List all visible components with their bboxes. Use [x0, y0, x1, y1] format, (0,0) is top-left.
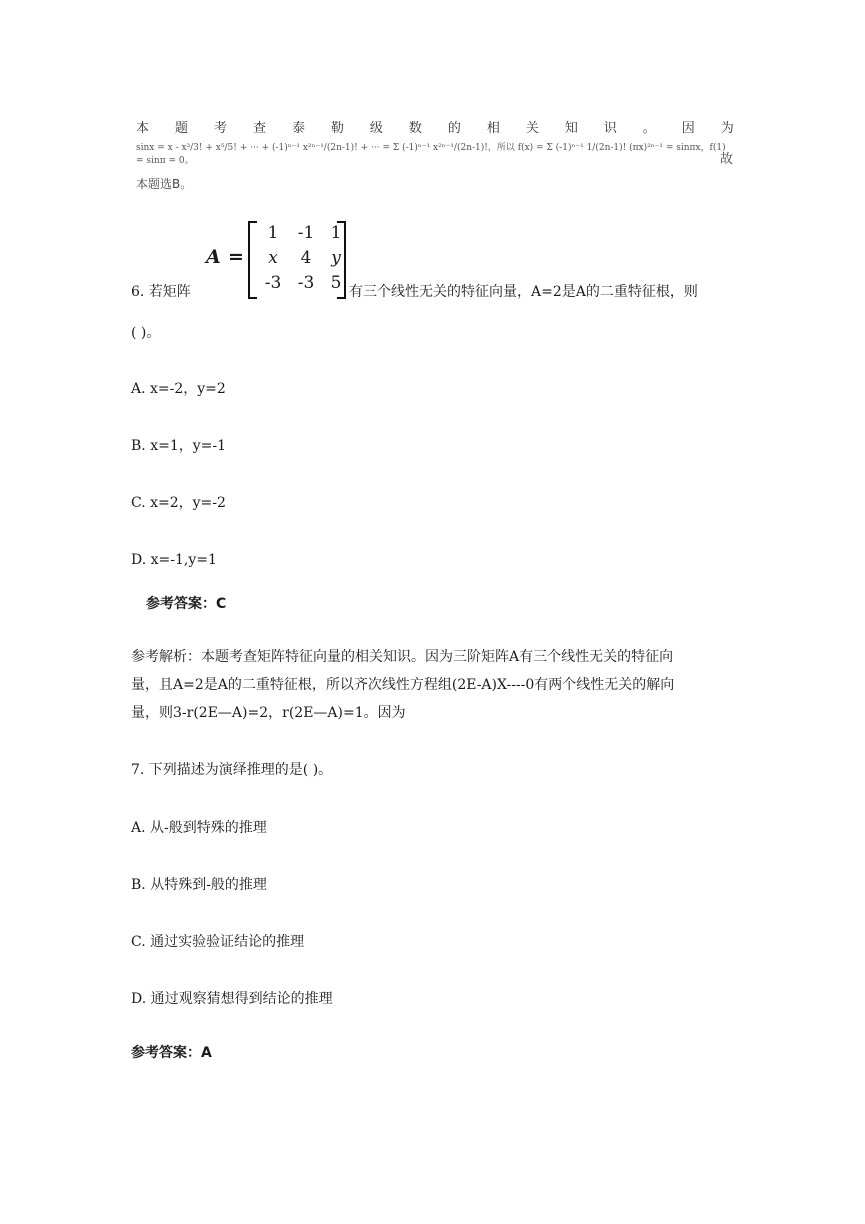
q6-option-c: C. x=2，y=-2: [131, 495, 226, 511]
prev-analysis-tail: 故: [720, 152, 734, 167]
header-char: 相: [486, 121, 500, 136]
matrix-entry: x: [268, 248, 278, 268]
q6-stem-suffix: 有三个线性无关的特征向量，A=2是A的二重特征根，则: [349, 284, 698, 300]
left-bracket: [248, 221, 257, 299]
header-char: 为: [720, 121, 734, 136]
q6-analysis-line3: 量，则3-r(2E—A)=2，r(2E—A)=1。因为: [131, 705, 406, 721]
matrix-entry: 4: [300, 248, 312, 268]
q7-option-a: A. 从-般到特殊的推理: [131, 820, 267, 836]
q6-option-b: B. x=1，y=-1: [131, 438, 226, 454]
header-char: 知: [564, 121, 578, 136]
q6-analysis-line2: 量，且A=2是A的二重特征根，所以齐次线性方程组(2E-A)X----0有两个线性无关的解向: [131, 677, 675, 693]
prev-analysis-conclusion: 本题选B。: [136, 177, 193, 191]
matrix-A: [206, 221, 352, 297]
right-bracket: [337, 221, 346, 299]
formula-text: sinx = x - x³/3! + x⁵/5! + ··· + (-1)ⁿ⁻¹ x²ⁿ⁻¹/(2n-1)! + ··· = Σ (-1)ⁿ⁻¹ x²ⁿ⁻¹/(2n-1)!，所以 f(x) = Σ (-1)ⁿ⁻¹ 1/(2n-1)! (πx)²ⁿ⁻¹ = sinπx，f(1) = sinπ = 0。: [136, 143, 726, 166]
header-char: 的: [447, 121, 461, 136]
header-char: 勒: [330, 121, 344, 136]
q6-analysis-line1: 参考解析：本题考查矩阵特征向量的相关知识。因为三阶矩阵A有三个线性无关的特征向: [131, 649, 674, 665]
matrix-label: A: [206, 246, 221, 268]
header-char: 查: [252, 121, 266, 136]
header-char: 级: [369, 121, 383, 136]
matrix-entry: 1: [330, 223, 342, 243]
q6-option-a: A. x=-2，y=2: [131, 381, 226, 397]
matrix-equals: =: [228, 246, 244, 268]
q7-option-c: C. 通过实验验证结论的推理: [131, 934, 305, 950]
q7-option-b: B. 从特殊到-般的推理: [131, 877, 267, 893]
q7-option-d: D. 通过观察猜想得到结论的推理: [131, 991, 333, 1007]
q6-answer: 参考答案：C: [146, 596, 227, 612]
matrix-entries: [258, 223, 348, 294]
header-char: 题: [174, 121, 188, 136]
q6-option-d: D. x=-1,y=1: [131, 552, 217, 568]
matrix-entry: -3: [297, 273, 315, 293]
header-char: 关: [525, 121, 539, 136]
q7-stem: 7. 下列描述为演绎推理的是( )。: [131, 762, 333, 778]
taylor-formula: [136, 140, 736, 166]
header-char: 因: [681, 121, 695, 136]
matrix-entry: -1: [297, 223, 315, 243]
header-char: 泰: [291, 121, 305, 136]
q7-answer: 参考答案：A: [131, 1045, 212, 1061]
header-char: 。: [642, 121, 656, 136]
prev-analysis-line1: [136, 117, 734, 136]
header-char: 数: [408, 121, 422, 136]
header-char: 考: [213, 121, 227, 136]
matrix-entry: -3: [264, 273, 282, 293]
matrix-entry: 1: [267, 223, 279, 243]
header-char: 识: [603, 121, 617, 136]
matrix-entry: 5: [330, 273, 342, 293]
q6-blank: ( )。: [131, 325, 161, 341]
q6-stem-prefix: 6. 若矩阵: [131, 284, 191, 300]
matrix-entry: y: [331, 248, 341, 268]
header-char: 本: [136, 121, 150, 136]
